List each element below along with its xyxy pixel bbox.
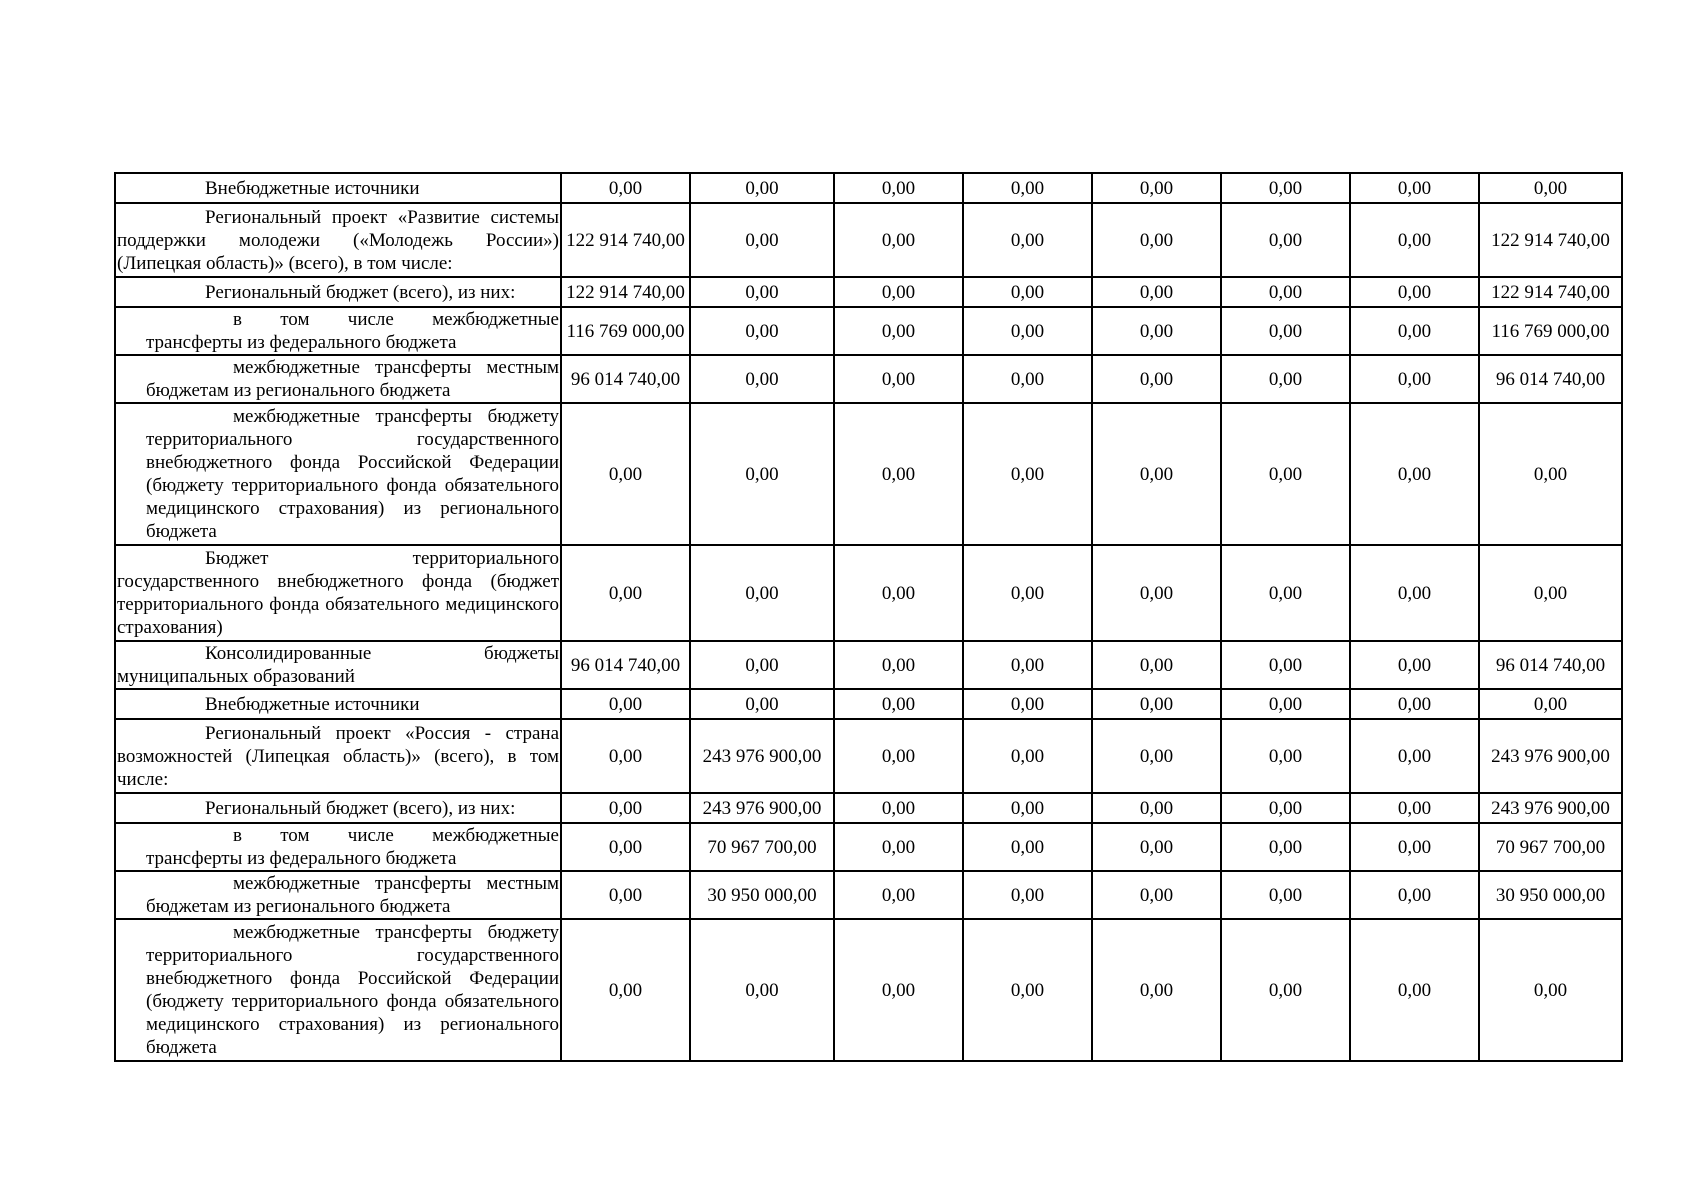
value-cell: 0,00 (963, 355, 1092, 403)
value-cell: 0,00 (834, 793, 963, 823)
value-cell: 0,00 (834, 823, 963, 871)
value-cell: 0,00 (690, 403, 834, 545)
table-row (115, 307, 1622, 355)
value-cell: 0,00 (1221, 307, 1350, 355)
table-row (115, 823, 1622, 871)
value-cell: 0,00 (1092, 173, 1221, 203)
row-label: в том числе межбюджетные трансферты из федерального бюджета (115, 307, 561, 355)
row-label: Региональный бюджет (всего), из них: (115, 793, 561, 823)
value-cell: 0,00 (690, 355, 834, 403)
table-row (115, 871, 1622, 919)
value-cell: 0,00 (561, 719, 690, 793)
value-cell: 0,00 (834, 719, 963, 793)
row-label: межбюджетные трансферты местным бюджетам из регионального бюджета (115, 355, 561, 403)
value-cell: 0,00 (561, 793, 690, 823)
value-cell: 0,00 (561, 689, 690, 719)
row-label: Консолидированные бюджеты муниципальных образований (117, 643, 559, 687)
value-cell: 0,00 (963, 719, 1092, 793)
value-cell: 96 014 740,00 (561, 641, 690, 689)
row-label: Региональный бюджет (всего), из них: (115, 277, 561, 307)
table-row (115, 545, 1622, 641)
value-cell: 0,00 (1221, 403, 1350, 545)
value-cell: 0,00 (1221, 793, 1350, 823)
value-cell: 0,00 (1092, 919, 1221, 1061)
value-cell: 0,00 (1221, 545, 1350, 641)
row-label: Внебюджетные источники (115, 173, 561, 203)
value-cell: 0,00 (690, 307, 834, 355)
value-cell: 0,00 (834, 545, 963, 641)
value-cell: 0,00 (690, 919, 834, 1061)
value-cell: 0,00 (1350, 545, 1479, 641)
value-cell: 0,00 (963, 919, 1092, 1061)
value-cell: 30 950 000,00 (690, 871, 834, 919)
value-cell: 0,00 (834, 307, 963, 355)
value-cell: 0,00 (1350, 277, 1479, 307)
total-cell: 122 914 740,00 (1479, 203, 1622, 277)
value-cell: 0,00 (834, 355, 963, 403)
table-row (115, 919, 1622, 1061)
value-cell: 0,00 (1221, 173, 1350, 203)
value-cell: 0,00 (1092, 641, 1221, 689)
value-cell: 122 914 740,00 (561, 277, 690, 307)
value-cell: 0,00 (1350, 719, 1479, 793)
value-cell: 0,00 (1092, 307, 1221, 355)
value-cell: 0,00 (1350, 689, 1479, 719)
value-cell: 0,00 (1092, 689, 1221, 719)
table-row (115, 355, 1622, 403)
value-cell: 0,00 (690, 689, 834, 719)
value-cell: 122 914 740,00 (561, 203, 690, 277)
value-cell: 0,00 (834, 871, 963, 919)
value-cell: 0,00 (834, 173, 963, 203)
value-cell: 70 967 700,00 (690, 823, 834, 871)
total-cell: 70 967 700,00 (1479, 823, 1622, 871)
value-cell: 0,00 (1350, 355, 1479, 403)
value-cell: 0,00 (1221, 689, 1350, 719)
value-cell: 243 976 900,00 (690, 793, 834, 823)
value-cell: 0,00 (1092, 823, 1221, 871)
value-cell: 0,00 (1092, 793, 1221, 823)
value-cell: 0,00 (1221, 919, 1350, 1061)
value-cell: 0,00 (1092, 403, 1221, 545)
value-cell: 0,00 (963, 277, 1092, 307)
value-cell: 0,00 (963, 545, 1092, 641)
total-cell: 122 914 740,00 (1479, 277, 1622, 307)
total-cell: 0,00 (1479, 545, 1622, 641)
total-cell: 96 014 740,00 (1479, 641, 1622, 689)
value-cell: 0,00 (1221, 355, 1350, 403)
value-cell: 0,00 (561, 403, 690, 545)
total-cell: 243 976 900,00 (1479, 719, 1622, 793)
value-cell: 0,00 (1350, 203, 1479, 277)
value-cell: 0,00 (963, 689, 1092, 719)
value-cell: 0,00 (1350, 173, 1479, 203)
value-cell: 0,00 (1350, 871, 1479, 919)
total-cell: 0,00 (1479, 403, 1622, 545)
value-cell: 0,00 (690, 277, 834, 307)
row-label: межбюджетные трансферты местным бюджетам из регионального бюджета (115, 871, 561, 919)
value-cell: 0,00 (834, 203, 963, 277)
value-cell: 0,00 (1350, 793, 1479, 823)
value-cell: 0,00 (690, 173, 834, 203)
value-cell: 0,00 (561, 173, 690, 203)
value-cell: 0,00 (963, 793, 1092, 823)
table-row (115, 689, 1622, 719)
table-row (115, 203, 1622, 277)
value-cell: 0,00 (1350, 641, 1479, 689)
row-label: Региональный проект «Развитие системы поддержки молодежи («Молодежь России») (Липецкая область)» (всего), в том числе: (115, 203, 561, 277)
value-cell: 0,00 (834, 919, 963, 1061)
value-cell: 0,00 (963, 203, 1092, 277)
value-cell: 0,00 (1092, 355, 1221, 403)
row-label: межбюджетные трансферты бюджету территориального государственного внебюджетного фонда Российской Федерации (бюджету территориального фонда обязательного медицинского страхования) из регионального бюджета (115, 919, 561, 1061)
value-cell: 0,00 (963, 871, 1092, 919)
row-label: Внебюджетные источники (115, 689, 561, 719)
value-cell: 0,00 (1221, 641, 1350, 689)
budget-table (114, 172, 1623, 1062)
value-cell: 0,00 (1221, 871, 1350, 919)
total-cell: 0,00 (1479, 689, 1622, 719)
row-label: Региональный проект «Россия - страна возможностей (Липецкая область)» (всего), в том числе: (115, 719, 561, 793)
value-cell: 0,00 (690, 641, 834, 689)
table-row (115, 793, 1622, 823)
value-cell: 0,00 (1092, 871, 1221, 919)
value-cell: 0,00 (561, 823, 690, 871)
table-row (115, 641, 1622, 689)
value-cell: 0,00 (1350, 919, 1479, 1061)
total-cell: 0,00 (1479, 919, 1622, 1061)
value-cell: 0,00 (690, 203, 834, 277)
value-cell: 0,00 (1350, 307, 1479, 355)
value-cell: 0,00 (561, 545, 690, 641)
value-cell: 0,00 (834, 689, 963, 719)
value-cell: 0,00 (1350, 823, 1479, 871)
value-cell: 0,00 (1221, 277, 1350, 307)
total-cell: 30 950 000,00 (1479, 871, 1622, 919)
value-cell: 0,00 (1092, 277, 1221, 307)
value-cell: 0,00 (963, 641, 1092, 689)
value-cell: 96 014 740,00 (561, 355, 690, 403)
value-cell: 0,00 (1221, 203, 1350, 277)
value-cell: 0,00 (963, 173, 1092, 203)
row-label: в том числе межбюджетные трансферты из федерального бюджета (115, 823, 561, 871)
total-cell: 96 014 740,00 (1479, 355, 1622, 403)
value-cell: 0,00 (1092, 203, 1221, 277)
value-cell: 0,00 (963, 307, 1092, 355)
table-row (115, 719, 1622, 793)
value-cell: 0,00 (690, 545, 834, 641)
value-cell: 0,00 (834, 277, 963, 307)
row-label: межбюджетные трансферты бюджету территориального государственного внебюджетного фонда Российской Федерации (бюджету территориального фонда обязательного медицинского страхования) из регионального бюджета (115, 403, 561, 545)
value-cell: 0,00 (834, 403, 963, 545)
row-label: Бюджет территориального государственного внебюджетного фонда (бюджет территориального фонда обязательного медицинского страхования) (115, 545, 561, 641)
value-cell: 243 976 900,00 (690, 719, 834, 793)
value-cell: 0,00 (561, 919, 690, 1061)
total-cell: 0,00 (1479, 173, 1622, 203)
value-cell: 0,00 (834, 641, 963, 689)
value-cell: 0,00 (963, 823, 1092, 871)
table-row (115, 277, 1622, 307)
table-row (115, 173, 1622, 203)
value-cell: 0,00 (1350, 403, 1479, 545)
value-cell: 0,00 (1221, 823, 1350, 871)
value-cell: 116 769 000,00 (561, 307, 690, 355)
value-cell: 0,00 (1092, 545, 1221, 641)
value-cell: 0,00 (1092, 719, 1221, 793)
value-cell: 0,00 (561, 871, 690, 919)
value-cell: 0,00 (963, 403, 1092, 545)
total-cell: 243 976 900,00 (1479, 793, 1622, 823)
table-row (115, 403, 1622, 545)
value-cell: 0,00 (1221, 719, 1350, 793)
total-cell: 116 769 000,00 (1479, 307, 1622, 355)
